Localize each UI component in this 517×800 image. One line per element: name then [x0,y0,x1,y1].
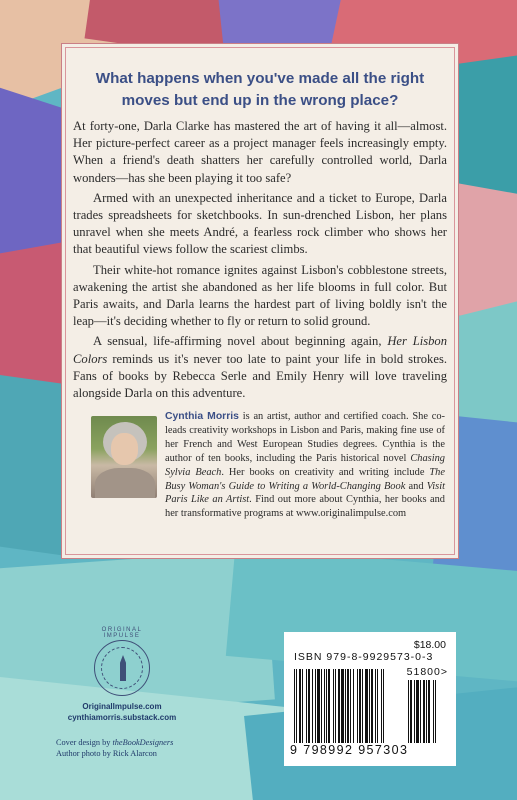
bio-text: . Find out more about Cynthia, her books and her transformative programs at www.originalimpulse.com [165,494,445,520]
blurb-text: reminds us it's never too late to paint your life in bold strokes. Fans of books by Rebecca Serle and Emily Henry will love traveling alongside Darla on this adventure. [73,351,447,401]
isbn: ISBN 979-8-9929573-0-3 [294,651,434,663]
barcode-bars [294,669,404,743]
barcode-bar [317,669,320,743]
price-code: 51800> [406,666,448,678]
barcode-box [284,632,456,766]
price: $18.00 [413,639,446,651]
barcode-bar [371,669,373,743]
publisher-substack: cynthiamorris.substack.com [67,713,177,722]
bio-text: is an artist, author and certified coach. She co-leads creativity workshops in Lisbon and Paris, making fine use of her French and West European Studies degrees. Cynthia is the author of ten books, including the Paris historical novel [165,411,445,464]
bio-text: and [405,480,427,492]
barcode-bar [353,669,354,743]
publisher-seal-icon [94,640,150,696]
barcode-bar [306,669,307,743]
barcode-bar [321,669,322,743]
barcode-bar [423,680,425,743]
barcode-bar [359,669,361,743]
cover-credit [56,738,216,749]
book-title: Chasing Sylvia Beach [165,452,445,478]
back-cover-panel [61,43,459,559]
barcode-bar [302,669,303,743]
barcode-bar [312,669,313,743]
barcode-bar [296,669,297,743]
barcode-bar [335,669,336,743]
barcode-bar [328,669,330,743]
barcode-bar [357,669,358,743]
barcode-bar [362,669,363,743]
barcode-bar [341,669,344,743]
barcode-bar [369,669,370,743]
barcode-bar [408,680,409,743]
publisher-seal-text: ORIGINAL IMPULSE [101,627,143,639]
barcode-bar [347,669,349,743]
barcode-bar [433,680,434,743]
author-photo [91,416,157,498]
barcode-bar [426,680,427,743]
addon-barcode-bars [408,680,448,743]
barcode-bar [326,669,327,743]
credit-text: Cover design by [56,738,113,747]
barcode-bar [416,680,419,743]
blurb-paragraph: Their white-hot romance ignites against Lisbon's cobblestone streets, awakening the artist she abandoned as her life blooms in full color. But Paris awaits, and Darla learns the hardest part of living boldly isn't the leap—it's deciding whether to fly or return to solid ground. [73,262,447,329]
barcode-bar [338,669,340,743]
designer-name: theBookDesigners [112,738,174,747]
barcode-bar [333,669,334,743]
photo-credit: Author photo by Rick Alarcon [56,748,157,758]
credits [56,738,216,759]
barcode-bar [315,669,316,743]
bio-text: . Her books on creativity and writing include [221,466,430,478]
blurb-paragraph: At forty-one, Darla Clarke has mastered the art of having it all—almost. Her picture-perfect career as a project manager feels increasingly empty. When a friend's death shatters her carefully controlled world, Darla wonders—has she been playing it too safe? [73,119,447,185]
barcode-bar [308,669,310,743]
author-bio [73,410,447,540]
barcode-bar [414,680,415,743]
barcode-bar [365,669,368,743]
barcode-bar [345,669,346,743]
barcode-bar [324,669,325,743]
book-title: Her Lisbon Colors [73,334,447,366]
barcode-bar [294,669,295,743]
author-name: Cynthia Morris [165,411,239,422]
blurb-text: A sensual, life-affirming novel about beginning again, [93,334,388,349]
publisher-links [56,701,188,723]
headline: What happens when you've made all the right moves but end up in the wrong place? [95,70,425,109]
barcode-bar [410,680,412,743]
author-bio-text [165,410,445,521]
barcode-bar [420,680,421,743]
barcode-bar [299,669,301,743]
blurb-content [73,68,447,548]
barcode-number: 9 798992 957303 [290,743,409,757]
barcode-bar [377,669,378,743]
barcode-bar [428,680,430,743]
blurb-paragraph [73,333,447,402]
barcode-bar [350,669,351,743]
book-title: Visit Paris Like an Artist [165,480,445,506]
publisher-website: OriginalImpulse.com [82,702,162,711]
barcode-bar [375,669,376,743]
barcode-bar [381,669,382,743]
blurb-paragraph: Armed with an unexpected inheritance and a ticket to Europe, Darla trades spreadsheets for sketchbooks. In sun-drenched Lisbon, her plans unravel when she meets André, a fearless rock climber who shows her that beautiful views follow the scariest climbs. [73,190,447,257]
barcode-bar [435,680,436,743]
book-title: The Busy Woman's Guide to Writing a World-Changing Book [165,466,445,492]
barcode-bar [383,669,384,743]
